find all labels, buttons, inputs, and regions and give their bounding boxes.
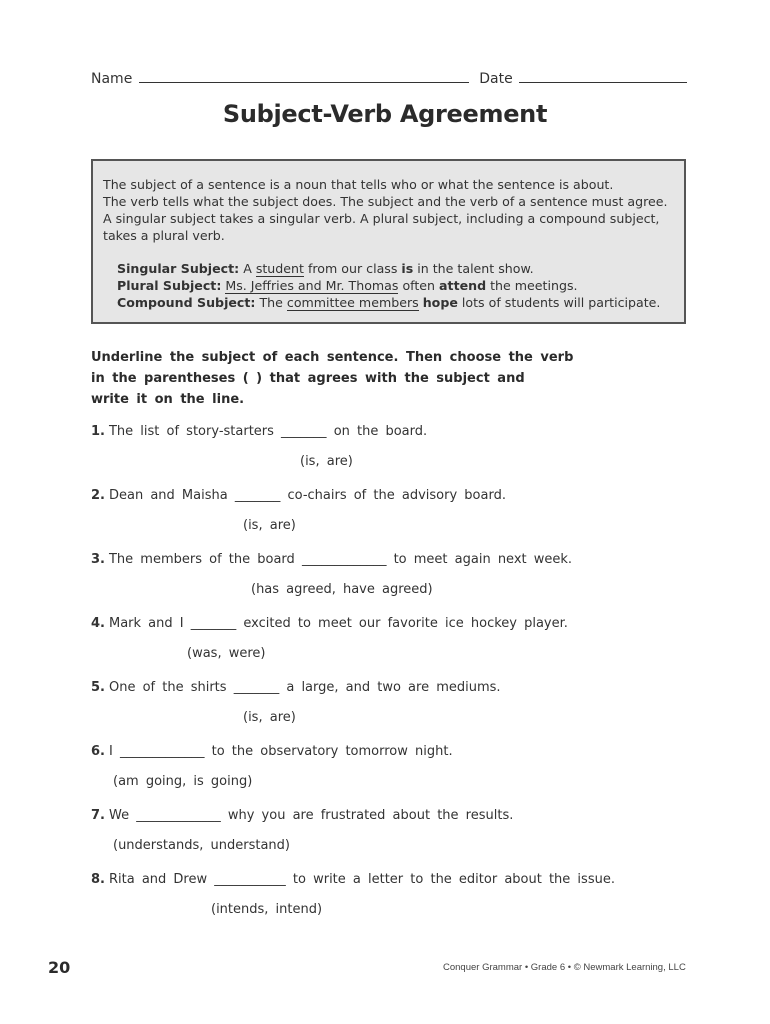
example-verb: hope <box>422 295 458 310</box>
example-label: Singular Subject: <box>117 261 240 276</box>
example-verb: attend <box>439 278 487 293</box>
verb-choices-1: (is, are) <box>300 454 353 469</box>
item-text-before: The members of the board <box>108 552 295 567</box>
example-subject: student <box>255 261 304 276</box>
exercise-item-1 <box>91 424 427 439</box>
item-text-before: Mark and I <box>108 616 184 631</box>
verb-choices-4: (was, were) <box>187 646 266 661</box>
item-number: 8. <box>91 872 105 887</box>
answer-blank[interactable]: _____________ <box>119 744 205 759</box>
item-text-after: a large, and two are mediums. <box>286 680 501 695</box>
answer-blank[interactable]: _____________ <box>301 552 387 567</box>
intro-line: The subject of a sentence is a noun that tells who or what the sentence is about. <box>103 177 614 192</box>
example-text: A <box>239 261 256 276</box>
answer-blank[interactable]: _______ <box>233 680 280 695</box>
name-label: Name <box>91 71 133 87</box>
item-text-before: Dean and Maisha <box>108 488 228 503</box>
item-text-after: to write a letter to the editor about the issue. <box>292 872 615 887</box>
item-number: 2. <box>91 488 105 503</box>
item-text-after: why you are frustrated about the results. <box>227 808 514 823</box>
page-title: Subject-Verb Agreement <box>222 100 548 128</box>
example-text: The <box>255 295 287 310</box>
item-text-after: on the board. <box>333 424 428 439</box>
item-number: 7. <box>91 808 105 823</box>
item-number: 6. <box>91 744 105 759</box>
example-text: the meetings. <box>486 278 578 293</box>
exercise-item-7 <box>91 808 513 823</box>
instructions <box>91 347 611 410</box>
compound-example <box>117 294 677 311</box>
example-label: Plural Subject: <box>117 278 222 293</box>
answer-blank[interactable]: _______ <box>281 424 327 439</box>
verb-choices-5: (is, are) <box>243 710 296 725</box>
instruction-line: write it on the line. <box>91 392 245 407</box>
exercise-item-8 <box>91 872 615 887</box>
item-text-before: The list of story-starters <box>108 424 274 439</box>
answer-blank[interactable]: ___________ <box>214 872 286 887</box>
instruction-line: in the parentheses ( ) that agrees with the subject and <box>91 371 525 386</box>
item-number: 1. <box>91 424 105 439</box>
instruction-line: Underline the subject of each sentence. Then choose the verb <box>91 350 574 365</box>
exercise-item-5 <box>91 680 501 695</box>
verb-choices-2: (is, are) <box>243 518 296 533</box>
rule-box <box>91 159 686 324</box>
item-text-before: Rita and Drew <box>108 872 208 887</box>
example-verb: is <box>401 261 414 276</box>
item-text-before: I <box>108 744 113 759</box>
example-label: Compound Subject: <box>117 295 256 310</box>
item-number: 3. <box>91 552 105 567</box>
rule-examples <box>117 260 677 311</box>
verb-choices-6: (am going, is going) <box>113 774 253 789</box>
answer-blank[interactable]: _____________ <box>136 808 221 823</box>
rule-intro <box>103 176 683 244</box>
exercise-item-3 <box>91 552 572 567</box>
page-number: 20 <box>48 958 71 977</box>
exercise-item-2 <box>91 488 506 503</box>
verb-choices-7: (understands, understand) <box>113 838 290 853</box>
item-text-before: We <box>108 808 130 823</box>
name-line[interactable] <box>139 70 469 83</box>
example-text: often <box>398 278 440 293</box>
example-subject: Ms. Jeffries and Mr. Thomas <box>225 278 399 293</box>
example-text: in the talent show. <box>413 261 534 276</box>
item-text-after: to the observatory tomorrow night. <box>211 744 453 759</box>
item-text-after: to meet again next week. <box>393 552 573 567</box>
intro-line: takes a plural verb. <box>103 228 225 243</box>
item-text-after: co-chairs of the advisory board. <box>287 488 506 503</box>
example-text: from our class <box>303 261 402 276</box>
item-text-after: excited to meet our favorite ice hockey player. <box>243 616 568 631</box>
publisher-credit: Conquer Grammar • Grade 6 • © Newmark Learning, LLC <box>443 962 686 973</box>
date-label: Date <box>479 71 513 87</box>
example-subject: committee members <box>286 295 419 310</box>
item-text-before: One of the shirts <box>108 680 227 695</box>
answer-blank[interactable]: _______ <box>190 616 237 631</box>
item-number: 4. <box>91 616 105 631</box>
intro-line: A singular subject takes a singular verb. A plural subject, including a compound subject, <box>103 211 660 226</box>
exercise-item-4 <box>91 616 568 631</box>
name-date-row <box>91 70 691 87</box>
example-text: lots of students will participate. <box>457 295 661 310</box>
intro-line: The verb tells what the subject does. The subject and the verb of a sentence must agree. <box>103 194 668 209</box>
date-line[interactable] <box>519 70 687 83</box>
verb-choices-3: (has agreed, have agreed) <box>251 582 433 597</box>
verb-choices-8: (intends, intend) <box>211 902 323 917</box>
exercise-item-6 <box>91 744 453 759</box>
item-number: 5. <box>91 680 105 695</box>
answer-blank[interactable]: _______ <box>234 488 281 503</box>
singular-example <box>117 260 677 277</box>
plural-example <box>117 277 677 294</box>
